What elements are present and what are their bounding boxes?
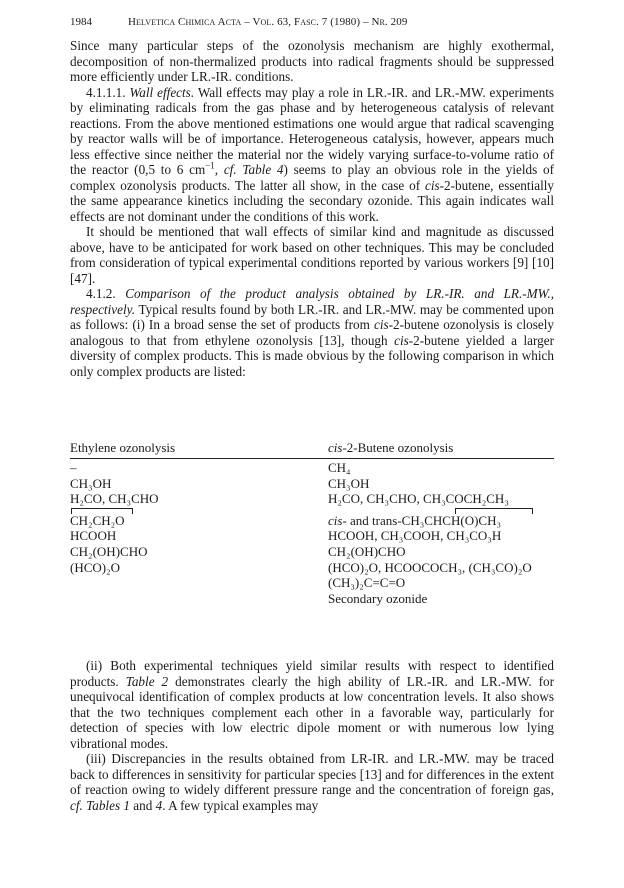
header-rule: [70, 458, 554, 459]
list-item: (HCO)₂O: [70, 559, 121, 575]
list-item: CH₃OH: [328, 475, 370, 491]
list-item: cis- and trans-CH₃CHCH(O)CH₃: [328, 512, 501, 528]
section-title: Comparison of the product analysis obtained by LR.-IR. and LR.-MW., respectively.: [70, 286, 555, 317]
paragraph-wall-effects: 4.1.1.1. Wall effects. Wall effects may play a role in LR.-IR. and LR.-MW. experiments by eliminating radicals from the gas phase and by heterogeneous catalysis of relevant reactions. From the above mentioned estimations one would argue that radical scavenging by reactor walls will be of importance. Heterogeneous catalysis, however, appears much less effective since neither the material nor the widely varying surface-to-volume ratio of the reactor (0,5 to 6 $cm^{-1}$, cf. Table 4) seems to play an obvious role in the yields of complex ozonolysis products. The latter all show, in the case of cis-2-butene, essentially the same appearance kinetics including the secondary ozonide. This again indicates wall effects are not dominant under the conditions of this work.: [70, 84, 555, 224]
list-item: CH₂(OH)CHO: [328, 543, 406, 559]
body-text-bottom: [70, 658, 554, 813]
ring-bond-marker: [328, 507, 554, 513]
list-item: CH₂CH₂O: [70, 512, 125, 528]
list-item: Secondary ozonide: [328, 590, 428, 606]
list-item: (CH₃)₂C=C=O: [328, 575, 406, 591]
paragraph-iii: (iii) Discrepancies in the results obtained from LR-IR. and LR.-MW. may be traced back to differences in sensitivity for particular species [13] and for differences in the extent of reaction owing to widely different pressure range and the concentration of foreign gas, cf. Tables 1 and 4. A few typical examples may: [70, 751, 554, 813]
paragraph-ii: (ii) Both experimental techniques yield similar results with respect to identified products. Table 2 demonstrates clearly the high ability of LR.-IR. and LR.-MW. for unequivocal identification of complex products at low concentration levels. It also shows that the two techniques complement each other in a favorable way, particularly for detection of species with low electric dipole moment or with numerous low lying vibrational modes.: [70, 658, 555, 751]
paragraph-comparison: 4.1.2. Comparison of the product analysis obtained by LR.-IR. and LR.-MW., respectively. Typical results found by both LR.-IR. and LR.-MW. may be commented upon as follows: (i) In a broad sense the set of products from cis-2-butene ozonolysis is closely analogous to that from ethylene ozonolysis [13], though cis-2-butene yielded a larger diversity of complex products. This is made obvious by the following comparison in which only complex products are listed:: [70, 286, 555, 379]
list-item: H₂CO, CH₃CHO: [70, 491, 159, 507]
page-number: 1984: [70, 16, 92, 28]
list-item: –: [70, 460, 77, 475]
list-item: (HCO)₂O, HCOOCOCH₃, (CH₃CO)₂O: [328, 559, 532, 575]
list-item: HCOOH: [70, 528, 117, 544]
paragraph-3: It should be mentioned that wall effects of similar kind and magnitude as discussed above, have to be anticipated for work based on other techniques. This may be concluded from consideration of typical experimental conditions reported by various workers [9] [10] [47].: [70, 224, 554, 286]
table-reference: Table 2: [125, 673, 169, 689]
right-column-header: cis-2-Butene ozonolysis: [328, 440, 454, 455]
ethylene-products: [70, 460, 320, 575]
butene-products: [328, 460, 554, 606]
list-item: CH₃OH: [70, 475, 112, 491]
list-item: CH₄: [328, 460, 351, 475]
list-item: H₂CO, CH₃CHO, CH₃COCH₂CH₃: [328, 491, 509, 507]
ring-bond-marker: [70, 507, 320, 513]
list-item: HCOOH, CH₃COOH, CH₃CO₃H: [328, 528, 502, 544]
running-header: [70, 16, 554, 32]
journal-title: Helvetica Chimica Acta – Vol. 63, Fasc. 7 (1980) – Nr. 209: [128, 16, 408, 28]
table-reference: cf. Tables 1: [70, 797, 130, 813]
body-text-top: [70, 38, 554, 379]
left-column-header: Ethylene ozonolysis: [70, 440, 176, 455]
paragraph-1: Since many particular steps of the ozonolysis mechanism are highly exothermal, decomposition of non-thermalized products into radical fragments should be suppressed more efficiently under LR.-IR. conditions.: [70, 38, 554, 84]
section-title: Wall effects.: [129, 84, 195, 100]
list-item: CH₂(OH)CHO: [70, 543, 148, 559]
